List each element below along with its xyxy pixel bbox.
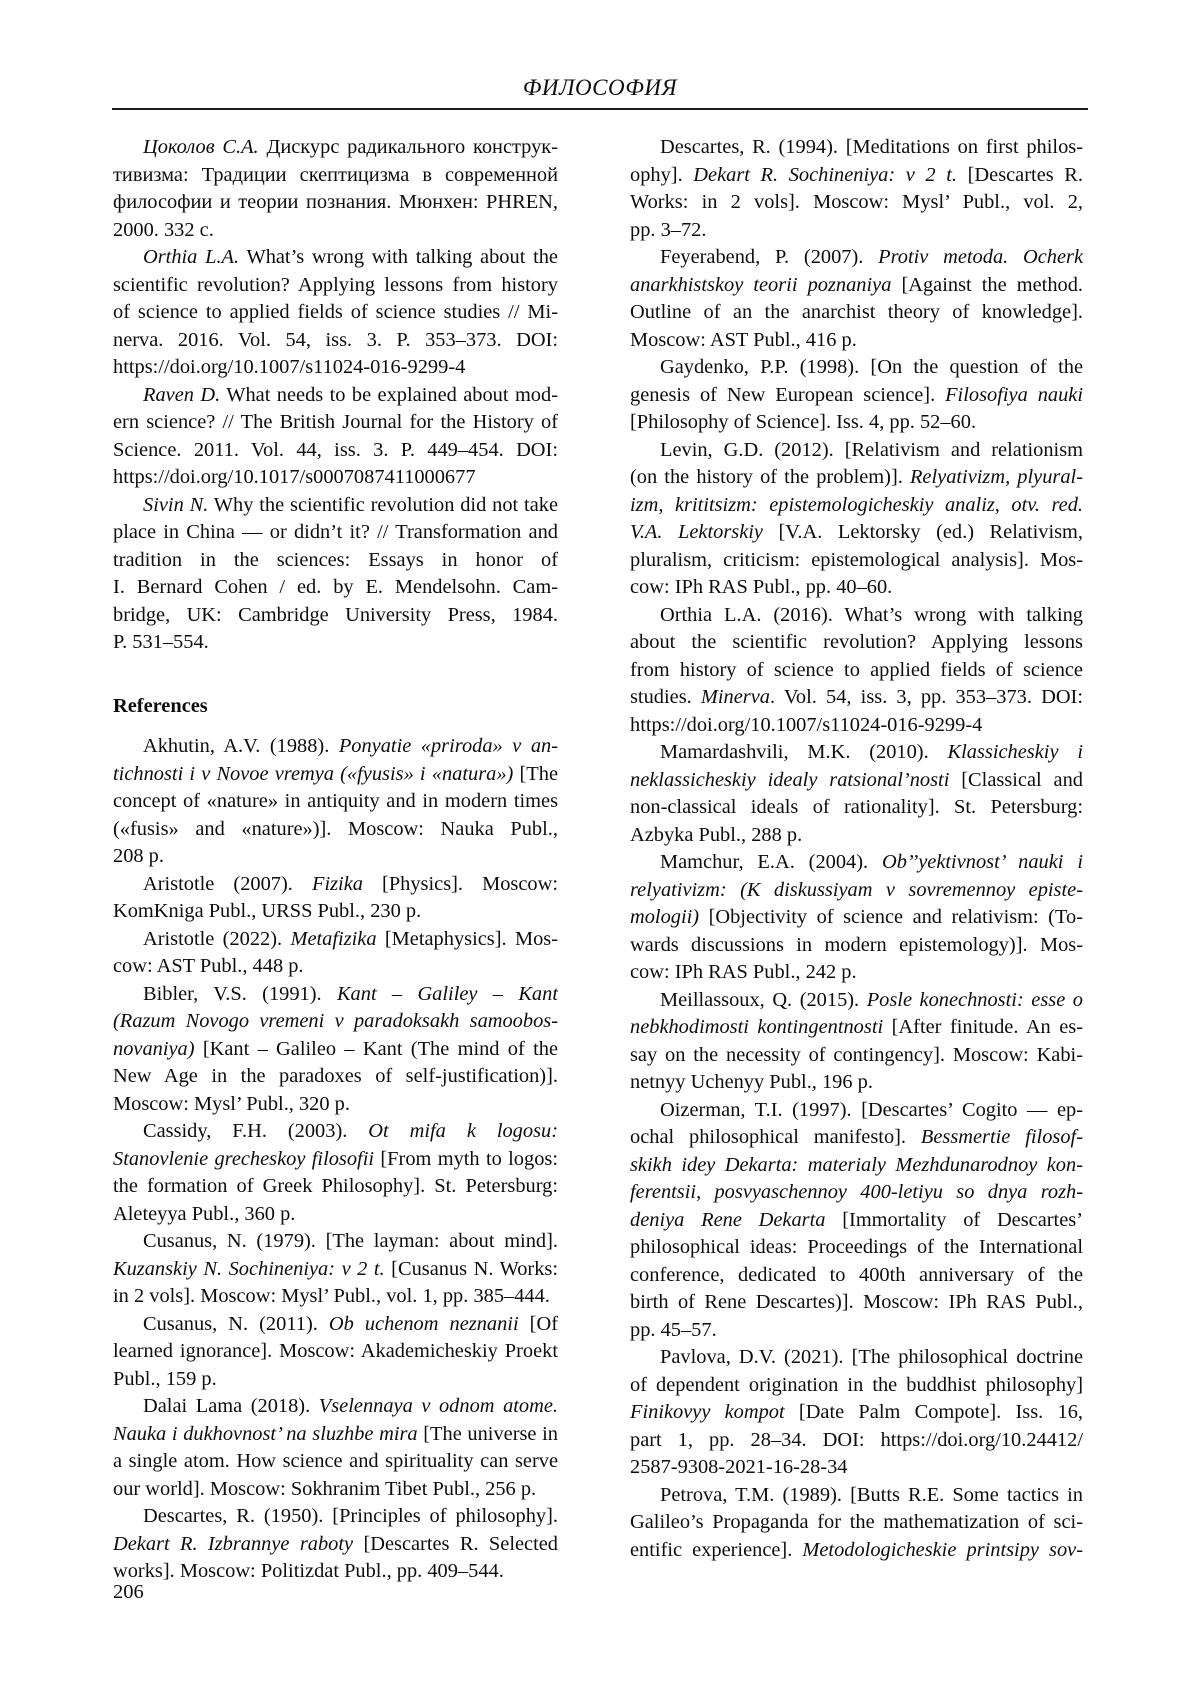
text-run: Metafizika <box>290 927 377 950</box>
text-line <box>630 1509 1083 1537</box>
text-run: philosophical ideas: Proceedings of the International <box>630 1236 1083 1258</box>
text-run: say on the necessity of contingency]. Moscow: Kabi- <box>630 1043 1083 1066</box>
text-run: https://doi.org/10.1007/s11024-016-9299-4 <box>113 356 466 378</box>
text-line <box>113 733 558 761</box>
text-run: relyativizm: (K diskussiyam v sovremennoy episte- <box>630 878 1083 901</box>
text-line <box>630 409 1083 437</box>
reference-paragraph <box>630 1344 1083 1482</box>
text-line <box>630 794 1083 822</box>
text-run: learned ignorance]. Moscow: Akademicheskiy Proekt <box>113 1340 558 1362</box>
reference-paragraph <box>630 602 1083 740</box>
text-run: [Against the method. <box>891 273 1083 296</box>
text-run: Kant – Galiley – Kant <box>336 982 558 1005</box>
text-run: entific experience]. <box>630 1538 803 1561</box>
text-run: Works: in 2 vols]. Moscow: Mysl’ Publ., vol. 2, <box>630 191 1083 213</box>
text-run: cow: IPh RAS Publ., pp. 40–60. <box>630 576 893 598</box>
text-run: (on the history of the problem)]. <box>630 466 910 488</box>
reference-paragraph <box>113 1311 558 1394</box>
text-run: Mamardashvili, M.K. (2010). <box>660 741 948 763</box>
text-run: scientific revolution? Applying lessons from history <box>113 273 558 296</box>
text-run: Outline of an the anarchist theory of knowledge]. <box>630 301 1083 323</box>
text-run: bridge, UK: Cambridge University Press, 1984. <box>113 603 558 626</box>
text-line <box>113 1476 558 1504</box>
text-run: Metodologicheskie printsipy sov- <box>802 1538 1083 1561</box>
reference-paragraph <box>113 1503 558 1586</box>
text-line <box>630 657 1083 685</box>
text-run: ochal philosophical manifesto]. <box>630 1126 921 1148</box>
text-line <box>113 898 558 926</box>
running-head: ФИЛОСОФИЯ <box>522 75 678 100</box>
text-line <box>113 981 558 1009</box>
text-run: [Classical and <box>949 768 1083 791</box>
text-line <box>630 354 1083 382</box>
reference-paragraph <box>630 849 1083 987</box>
text-line <box>630 1262 1083 1290</box>
text-run: Ob’’yektivnost’ nauki i <box>882 851 1083 873</box>
text-run: [Of <box>518 1312 558 1335</box>
text-run: [Objectivity of science and relativism: (To- <box>699 906 1083 928</box>
text-line <box>113 1311 558 1339</box>
text-line <box>630 1427 1083 1455</box>
text-line <box>630 1399 1083 1427</box>
text-run: Bessmertie filosof- <box>920 1126 1083 1148</box>
text-line <box>113 1421 558 1449</box>
text-run: izm, krititsizm: epistemologicheskiy analiz, otv. red. <box>630 493 1083 516</box>
text-line <box>630 1289 1083 1317</box>
text-line <box>630 189 1083 217</box>
text-line <box>113 843 558 871</box>
text-run: pp. 3–72. <box>630 218 707 241</box>
text-line <box>113 354 558 382</box>
text-run: P. 531–554. <box>113 631 209 653</box>
text-line <box>630 602 1083 630</box>
text-run: [V.A. Lektorsky (ed.) Relativism, <box>762 521 1083 543</box>
text-run: I. Bernard Cohen / ed. by E. Mendelsohn. Cam- <box>113 576 558 598</box>
reference-paragraph <box>113 244 558 382</box>
reference-paragraph <box>113 382 558 492</box>
text-line <box>630 1372 1083 1400</box>
text-run: Petrova, T.M. (1989). [Butts R.E. Some tactics in <box>660 1483 1083 1506</box>
text-run: Stanovlenie grecheskoy filosofii <box>113 1147 375 1170</box>
reference-paragraph <box>113 926 558 981</box>
text-line <box>630 519 1083 547</box>
text-run: 208 p. <box>113 845 164 867</box>
text-run: Dalai Lama (2018). <box>143 1395 319 1417</box>
reference-paragraph <box>630 987 1083 1097</box>
text-run: Цоколов С.А. <box>143 136 259 158</box>
text-columns <box>113 134 1083 1586</box>
text-run: cow: AST Publ., 448 p. <box>113 955 304 977</box>
text-run: [Cusanus N. Works: <box>384 1257 558 1280</box>
reference-paragraph <box>113 492 558 657</box>
text-line <box>113 134 558 162</box>
text-run: Relyativizm, plyural- <box>909 466 1083 488</box>
text-line <box>113 953 558 981</box>
text-run: [Metaphysics]. Mos- <box>376 927 558 950</box>
text-line <box>113 629 558 657</box>
text-run: Pavlova, D.V. (2021). [The philosophical doctrine <box>660 1346 1083 1368</box>
text-line <box>113 299 558 327</box>
text-line <box>630 547 1083 575</box>
text-run: [Descartes R. <box>957 163 1083 186</box>
text-line <box>113 1366 558 1394</box>
text-run: Feyerabend, P. (2007). <box>660 246 879 268</box>
text-run: Protiv metoda. Ocherk <box>878 246 1083 268</box>
text-line <box>630 1537 1083 1565</box>
text-run: concept of «nature» in antiquity and in modern times <box>113 790 558 812</box>
text-run: Ot mifa k logosu: <box>368 1120 558 1142</box>
text-line <box>113 1448 558 1476</box>
reference-paragraph <box>113 871 558 926</box>
text-run: New Age in the paradoxes of self-justification)]. <box>113 1065 558 1087</box>
text-line <box>630 1014 1083 1042</box>
text-run: Vselennaya v odnom atome. <box>318 1395 558 1417</box>
text-run: part 1, pp. 28–34. DOI: https://doi.org/10.24412/ <box>630 1428 1083 1451</box>
text-run: Raven D. <box>143 383 221 406</box>
text-line <box>630 712 1083 740</box>
text-run: tichnosti i v Novoe vremya («fyusis» i «natura») <box>113 762 514 785</box>
text-run: neklassicheskiy idealy ratsional’nosti <box>630 768 950 791</box>
reference-paragraph <box>113 1393 558 1503</box>
text-run: Finikovyy kompot <box>630 1401 785 1423</box>
text-line <box>113 1283 558 1311</box>
text-run: tradition in the sciences: Essays in honor of <box>113 548 558 571</box>
text-run: тивизма: Традиции скептицизма в современной <box>113 163 558 186</box>
text-run: Cassidy, F.H. (2003). <box>143 1120 369 1142</box>
text-line <box>113 1201 558 1229</box>
text-run: in 2 vols]. Moscow: Mysl’ Publ., vol. 1, pp. 385–444. <box>113 1285 550 1307</box>
text-run: Klassicheskiy i <box>947 741 1083 763</box>
text-run: [The universe in <box>417 1422 558 1445</box>
text-run: Akhutin, A.V. (1988). <box>143 735 339 757</box>
text-line <box>630 849 1083 877</box>
text-line <box>113 1173 558 1201</box>
text-line <box>630 739 1083 767</box>
text-line <box>630 574 1083 602</box>
text-line <box>113 1091 558 1119</box>
text-run: works]. Moscow: Politizdat Publ., pp. 409–544. <box>113 1560 504 1582</box>
text-line <box>113 1256 558 1284</box>
text-line <box>113 244 558 272</box>
text-line <box>630 244 1083 272</box>
text-line <box>630 1124 1083 1152</box>
reference-paragraph <box>113 1118 558 1228</box>
text-line <box>630 1234 1083 1262</box>
text-line <box>630 1097 1083 1125</box>
text-line <box>630 932 1083 960</box>
text-line <box>113 327 558 355</box>
text-run: netnyy Uchenyy Publ., 196 p. <box>630 1071 873 1093</box>
text-line <box>113 189 558 217</box>
text-line <box>630 959 1083 987</box>
text-line <box>630 327 1083 355</box>
text-line <box>113 926 558 954</box>
reference-paragraph <box>630 134 1083 244</box>
text-line <box>113 1008 558 1036</box>
text-line <box>630 1069 1083 1097</box>
text-line <box>113 1228 558 1256</box>
text-run: Publ., 159 p. <box>113 1367 217 1390</box>
text-run: Cusanus, N. (2011). <box>143 1312 329 1335</box>
reference-paragraph <box>113 733 558 871</box>
text-line <box>113 871 558 899</box>
text-run: [The <box>513 762 558 785</box>
text-line <box>113 602 558 630</box>
text-run: anarkhistskoy teorii poznaniya <box>630 273 892 296</box>
text-run: Azbyka Publ., 288 p. <box>630 823 803 846</box>
text-run: 2000. 332 с. <box>113 218 214 241</box>
text-line <box>630 1344 1083 1372</box>
text-line <box>113 574 558 602</box>
text-run: Nauka i dukhovnost’ na sluzhbe mira <box>113 1422 418 1445</box>
text-line <box>113 162 558 190</box>
text-run: pluralism, criticism: epistemological analysis]. Mos- <box>630 548 1083 571</box>
text-run: non-classical ideals of rationality]. St. Petersburg: <box>630 796 1083 818</box>
text-line <box>630 822 1083 850</box>
text-run: mologii) <box>630 906 700 928</box>
text-run: Kuzanskiy N. Sochineniya: v 2 t. <box>113 1257 385 1280</box>
reference-paragraph <box>630 1097 1083 1345</box>
reference-paragraph <box>113 1228 558 1311</box>
page-number: 206 <box>113 1581 144 1603</box>
text-line <box>113 788 558 816</box>
header-rule <box>112 108 1088 110</box>
text-line <box>630 299 1083 327</box>
text-line <box>630 492 1083 520</box>
text-line <box>630 162 1083 190</box>
text-run: our world]. Moscow: Sokhranim Tibet Publ., 256 p. <box>113 1477 537 1500</box>
text-line <box>630 877 1083 905</box>
text-run: the formation of Greek Philosophy]. St. Petersburg: <box>113 1175 558 1197</box>
text-run: [Descartes R. Selected <box>353 1532 558 1555</box>
text-run: Cusanus, N. (1979). [The layman: about mind]. <box>143 1230 558 1252</box>
text-line <box>113 492 558 520</box>
text-run: Why the scientific revolution did not take <box>208 493 558 516</box>
text-run: deniya Rene Dekarta <box>630 1208 826 1231</box>
text-line <box>630 272 1083 300</box>
left-column <box>113 134 558 1586</box>
text-run: birth of Rene Descartes)]. Moscow: IPh RAS Publ., <box>630 1291 1083 1313</box>
text-run: pp. 45–57. <box>630 1318 717 1341</box>
text-line <box>113 547 558 575</box>
text-line <box>630 629 1083 657</box>
text-run: Fizika <box>311 872 363 895</box>
text-run: (Razum Novogo vremeni v paradoksakh samoobos- <box>113 1010 558 1032</box>
text-run: What needs to be explained about mod- <box>220 383 558 406</box>
text-line <box>113 1338 558 1366</box>
text-run: [From myth to logos: <box>374 1147 558 1170</box>
text-run: Aristotle (2007). <box>143 872 312 895</box>
text-line <box>630 904 1083 932</box>
text-run: novaniya) <box>113 1037 195 1060</box>
text-line <box>113 761 558 789</box>
text-run: Ob uchenom neznanii <box>328 1312 519 1335</box>
text-line <box>113 1531 558 1559</box>
text-run: Dekart R. Izbrannye raboty <box>113 1532 354 1555</box>
text-line <box>630 217 1083 245</box>
text-line <box>630 1152 1083 1180</box>
text-line <box>113 1146 558 1174</box>
text-run: Moscow: AST Publ., 416 p. <box>630 328 857 351</box>
text-line <box>630 684 1083 712</box>
text-run: [Kant – Galileo – Kant (The mind of the <box>194 1037 558 1060</box>
text-line <box>113 1503 558 1531</box>
text-run: nebkhodimosti kontingentnosti <box>630 1016 884 1038</box>
text-run: философии и теории познания. Мюнхен: PHREN, <box>113 191 558 213</box>
text-run: Ponyatie «priroda» v an- <box>338 735 558 757</box>
text-line <box>113 437 558 465</box>
text-line <box>630 1207 1083 1235</box>
text-run: place in China — or didn’t it? // Transformation and <box>113 521 558 543</box>
text-line <box>113 1063 558 1091</box>
text-run: Minerva <box>700 686 770 708</box>
text-run: of dependent origination in the buddhist philosophy] <box>630 1373 1083 1396</box>
text-run: conference, dedicated to 400th anniversary of the <box>630 1263 1083 1286</box>
text-line <box>630 1482 1083 1510</box>
text-line <box>113 816 558 844</box>
text-run: of science to applied fields of science studies // Mi- <box>113 301 558 323</box>
text-line <box>113 382 558 410</box>
text-line <box>630 464 1083 492</box>
text-run: Orthia L.A. (2016). What’s wrong with talking <box>660 603 1083 626</box>
text-line <box>630 1454 1083 1482</box>
text-run: Levin, G.D. (2012). [Relativism and relationism <box>660 438 1083 461</box>
text-run: [After finitude. An es- <box>883 1016 1083 1038</box>
text-run: [Philosophy of Science]. Iss. 4, pp. 52–60. <box>630 411 977 433</box>
reference-paragraph <box>113 981 558 1119</box>
text-run: Galileo’s Propaganda for the mathematization of sci- <box>630 1511 1083 1533</box>
text-run: [Immortality of Descartes’ <box>825 1208 1083 1231</box>
text-run: Gaydenko, P.P. (1998). [On the question of the <box>660 356 1083 378</box>
text-line <box>113 409 558 437</box>
text-line <box>113 272 558 300</box>
reference-paragraph <box>630 354 1083 437</box>
reference-paragraph <box>630 739 1083 849</box>
text-run: Meillassoux, Q. (2015). <box>660 988 867 1011</box>
text-line <box>113 217 558 245</box>
text-line <box>630 1179 1083 1207</box>
text-run: about the scientific revolution? Applying lessons <box>630 631 1083 653</box>
right-column <box>630 134 1083 1586</box>
reference-paragraph <box>113 134 558 244</box>
reference-paragraph <box>630 244 1083 354</box>
reference-paragraph <box>630 437 1083 602</box>
text-run: genesis of New European science]. <box>630 383 946 406</box>
text-run: («fusis» and «nature»)]. Moscow: Nauka Publ., <box>113 817 558 840</box>
text-run: studies. <box>630 686 701 708</box>
text-run: Oizerman, T.I. (1997). [Descartes’ Cogito — ep- <box>660 1098 1083 1121</box>
text-line <box>630 382 1083 410</box>
text-line <box>113 519 558 547</box>
text-line <box>630 1042 1083 1070</box>
text-run: ern science? // The British Journal for the History of <box>113 411 558 433</box>
text-run: from history of science to applied fields of science <box>630 658 1083 681</box>
text-line <box>630 767 1083 795</box>
reference-paragraph <box>630 1482 1083 1565</box>
text-run: . Vol. 54, iss. 3, pp. 353–373. DOI: <box>769 686 1083 708</box>
text-run: ophy]. <box>630 163 694 186</box>
text-run: Posle konechnosti: esse o <box>866 988 1083 1011</box>
text-line <box>113 1558 558 1586</box>
text-run: Дискурс радикального конструк- <box>258 136 558 158</box>
text-run: [Physics]. Moscow: <box>362 872 558 895</box>
text-run: ferentsii, posvyaschennoy 400-letiyu so dnya rozh- <box>630 1181 1083 1203</box>
text-line <box>113 464 558 492</box>
text-line <box>630 134 1083 162</box>
text-run: What’s wrong with talking about the <box>239 246 558 268</box>
text-run: Science. 2011. Vol. 44, iss. 3. P. 449–454. DOI: <box>113 438 558 461</box>
text-run: Filosofiya nauki <box>945 383 1083 406</box>
text-line <box>113 1036 558 1064</box>
text-run: [Date Palm Compote]. Iss. 16, <box>784 1401 1083 1423</box>
text-run: cow: IPh RAS Publ., 242 p. <box>630 961 857 983</box>
text-run: Bibler, V.S. (1991). <box>143 982 337 1005</box>
text-line <box>630 437 1083 465</box>
text-run: Orthia L.A. <box>143 246 240 268</box>
text-line <box>630 1317 1083 1345</box>
text-run: Descartes, R. (1950). [Principles of philosophy]. <box>143 1505 558 1527</box>
text-run: skikh idey Dekarta: materialy Mezhdunarodnoy kon- <box>630 1153 1083 1176</box>
text-run: Aristotle (2022). <box>143 927 291 950</box>
references-heading: References <box>113 694 208 717</box>
text-run: V.A. Lektorskiy <box>630 521 763 543</box>
text-run: 2587-9308-2021-16-28-34 <box>630 1456 848 1478</box>
text-run: KomKniga Publ., URSS Publ., 230 p. <box>113 900 422 922</box>
text-run: nerva. 2016. Vol. 54, iss. 3. P. 353–373. DOI: <box>113 328 558 351</box>
text-run: a single atom. How science and spirituality can serve <box>113 1450 558 1472</box>
text-run: https://doi.org/10.1007/s11024-016-9299-4 <box>630 713 983 736</box>
text-line <box>630 987 1083 1015</box>
text-run: Moscow: Mysl’ Publ., 320 p. <box>113 1092 350 1115</box>
text-run: Aleteyya Publ., 360 p. <box>113 1202 296 1225</box>
text-run: Descartes, R. (1994). [Meditations on first philos- <box>660 136 1083 158</box>
text-run: https://doi.org/10.1017/s0007087411000677 <box>113 466 476 488</box>
text-run: Sivin N. <box>143 493 209 516</box>
text-line <box>113 1118 558 1146</box>
text-line <box>113 1393 558 1421</box>
text-run: Mamchur, E.A. (2004). <box>660 851 882 873</box>
text-run: wards discussions in modern epistemology)]. Mos- <box>630 933 1083 956</box>
text-run: Dekart R. Sochineniya: v 2 t. <box>693 163 958 186</box>
